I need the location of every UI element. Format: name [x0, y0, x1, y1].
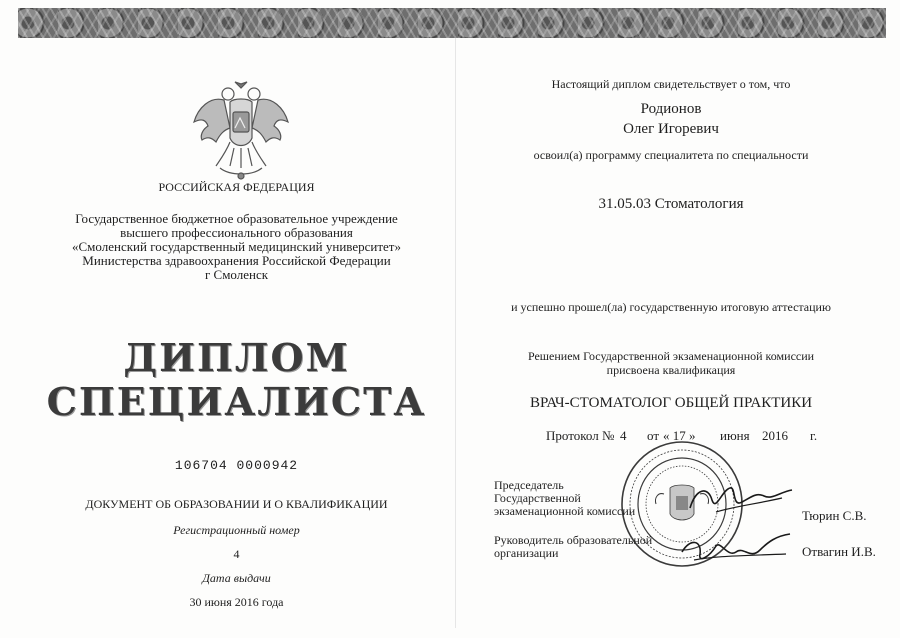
protocol-year: 2016	[762, 428, 788, 443]
coat-of-arms-icon	[190, 78, 292, 182]
graduate-surname: Родионов	[640, 101, 702, 117]
mastered-program-text: освоил(а) программу специалитета по специальности	[533, 148, 809, 162]
qualification: ВРАЧ-СТОМАТОЛОГ ОБЩЕЙ ПРАКТИКИ	[529, 395, 813, 411]
chair-title-line-2: Государственной	[494, 491, 581, 505]
chair-title-line-1: Председатель	[494, 478, 564, 492]
registration-number: 4	[233, 547, 240, 561]
institution-line-3: «Смоленский государственный медицинский университет»	[72, 239, 401, 254]
serial-number: 106704 0000942	[174, 458, 299, 473]
registration-number-label: Регистрационный номер	[173, 523, 300, 537]
head-signature-icon	[676, 530, 796, 570]
chair-title-line-3: экзаменационной комиссии	[494, 504, 636, 518]
institution-line-5: г Смоленск	[204, 267, 269, 282]
country-name: РОССИЙСКАЯ ФЕДЕРАЦИЯ	[158, 180, 315, 194]
intro-text: Настоящий диплом свидетельствует о том, что	[551, 77, 791, 91]
diploma-right-page	[456, 0, 886, 638]
document-type: ДОКУМЕНТ ОБ ОБРАЗОВАНИИ И О КВАЛИФИКАЦИИ	[85, 497, 388, 511]
issue-date-label: Дата выдачи	[202, 571, 271, 585]
protocol-label: Протокол №	[546, 428, 615, 443]
specialty: 31.05.03 Стоматология	[598, 196, 744, 212]
head-name: Отвагин И.В.	[802, 544, 876, 559]
protocol-day: « 17 »	[663, 428, 696, 443]
diploma-title-line-1: ДИПЛОМ	[123, 335, 350, 380]
institution-line-1: Государственное бюджетное образовательное учреждение	[75, 211, 398, 226]
commission-decision-line-1: Решением Государственной экзаменационной комиссии	[527, 349, 815, 363]
diploma-title-line-2: СПЕЦИАЛИСТА	[46, 379, 427, 424]
head-title-line-2: организации	[494, 546, 559, 560]
issue-date: 30 июня 2016 года	[189, 595, 284, 609]
chair-name: Тюрин С.В.	[802, 508, 867, 523]
institution-line-4: Министерства здравоохранения Российской Федерации	[82, 253, 391, 268]
graduate-name: Олег Игоревич	[623, 121, 719, 137]
attestation-text: и успешно прошел(ла) государственную итоговую аттестацию	[511, 300, 831, 314]
protocol-year-suffix: г.	[810, 428, 818, 443]
protocol-number: 4	[620, 428, 627, 443]
commission-decision-line-2: присвоена квалификация	[606, 363, 736, 377]
institution-line-2: высшего профессионального образования	[120, 225, 353, 240]
chair-signature-icon	[686, 478, 796, 518]
head-title-line-1: Руководитель образовательной	[494, 533, 653, 547]
protocol-month: июня	[720, 428, 750, 443]
diploma-left-page	[18, 0, 455, 638]
protocol-from: от	[647, 428, 660, 443]
